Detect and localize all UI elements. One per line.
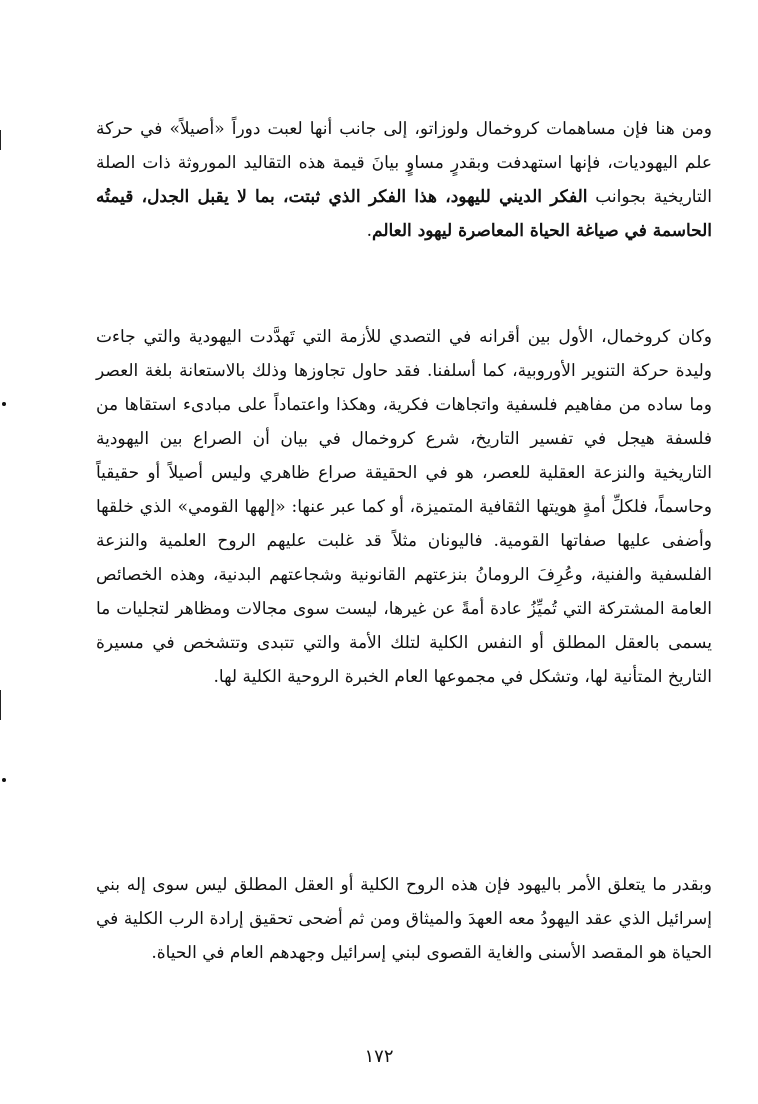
paragraph-2-text: وكان كروخمال، الأول بين أقرانه في التصدي للأزمة التي تَهدَّدت اليهودية والتي جاءت وليدة حركة التنوير الأوروبية، كما أسلفنا. فقد حاول تجاوزها وذلك بالاستعانة بلغة العصر وما ساده من مفاهيم فلسفية واتجاهات فكرية، وهكذا واعتماداً على مبادىء استقاها من فلسفة هيجل في تفسير التاريخ، شرع كروخمال في بيان أن الصراع بين اليهودية التاريخية والنزعة العقلية للعصر، هو في الحقيقة صراع ظاهري وليس أصيلاً أو حقيقياً وحاسماً، فلكلِّ أمةٍ هويتها الثقافية المتميزة، أو كما عبر عنها: «إلهها القومي» الذي خلقها وأضفى عليها صفاتها القومية. فاليونان مثلاً قد غلبت عليهم الروح العلمية والنزعة الفلسفية والفنية، وعُرِفَ الرومانُ بنزعتهم القانونية وشجاعتهم البدنية، وهذه الخصائص العامة المشتركة التي تُميِّزُ عادة أمةً عن غيرها، ليست سوى مجالات ومظاهر لتجليات ما يسمى بالعقل المطلق أو النفس الكلية لتلك الأمة والتي تتبدى وتتشخص في مسيرة التاريخ المتأنية لها، وتشكل في مجموعها العام الخبرة الروحية الكلية لها. (96, 327, 712, 687)
paragraph-1-text: ومن هنا فإن مساهمات كروخمال ولوزاتو، إلى جانب أنها لعبت دوراً «أصيلاً» في حركة علم اليهوديات، فإنها استهدفت وبقدرٍ مساوٍ بيانَ قيمة هذه التقاليد الموروثة ذات الصلة التاريخية بجوانب (96, 119, 712, 207)
left-margin-line (0, 690, 1, 720)
paragraph-1 (96, 112, 712, 248)
paragraph-3 (96, 868, 712, 970)
page-number: ١٧٢ (364, 1046, 394, 1067)
paragraph-2 (96, 320, 712, 694)
margin-dot (2, 778, 6, 782)
left-margin-line (0, 130, 1, 150)
paragraph-1-end: . (366, 221, 372, 241)
margin-dot (2, 402, 6, 406)
paragraph-1-bold-text: الفكر الديني لليهود، هذا الفكر الذي ثبتت، بما لا يقبل الجدل، قيمتُه الحاسمة في صياغة الحياة المعاصرة ليهود العالم (96, 187, 712, 241)
paragraph-3-text: وبقدر ما يتعلق الأمر باليهود فإن هذه الروح الكلية أو العقل المطلق ليس سوى إله بني إسرائيل الذي عقد اليهودُ معه العهدَ والميثاق ومن ثم أضحى تحقيق إرادة الرب الكلية في الحياة هو المقصد الأسنى والغاية القصوى لبني إسرائيل وجهدهم العام في الحياة. (96, 875, 712, 963)
